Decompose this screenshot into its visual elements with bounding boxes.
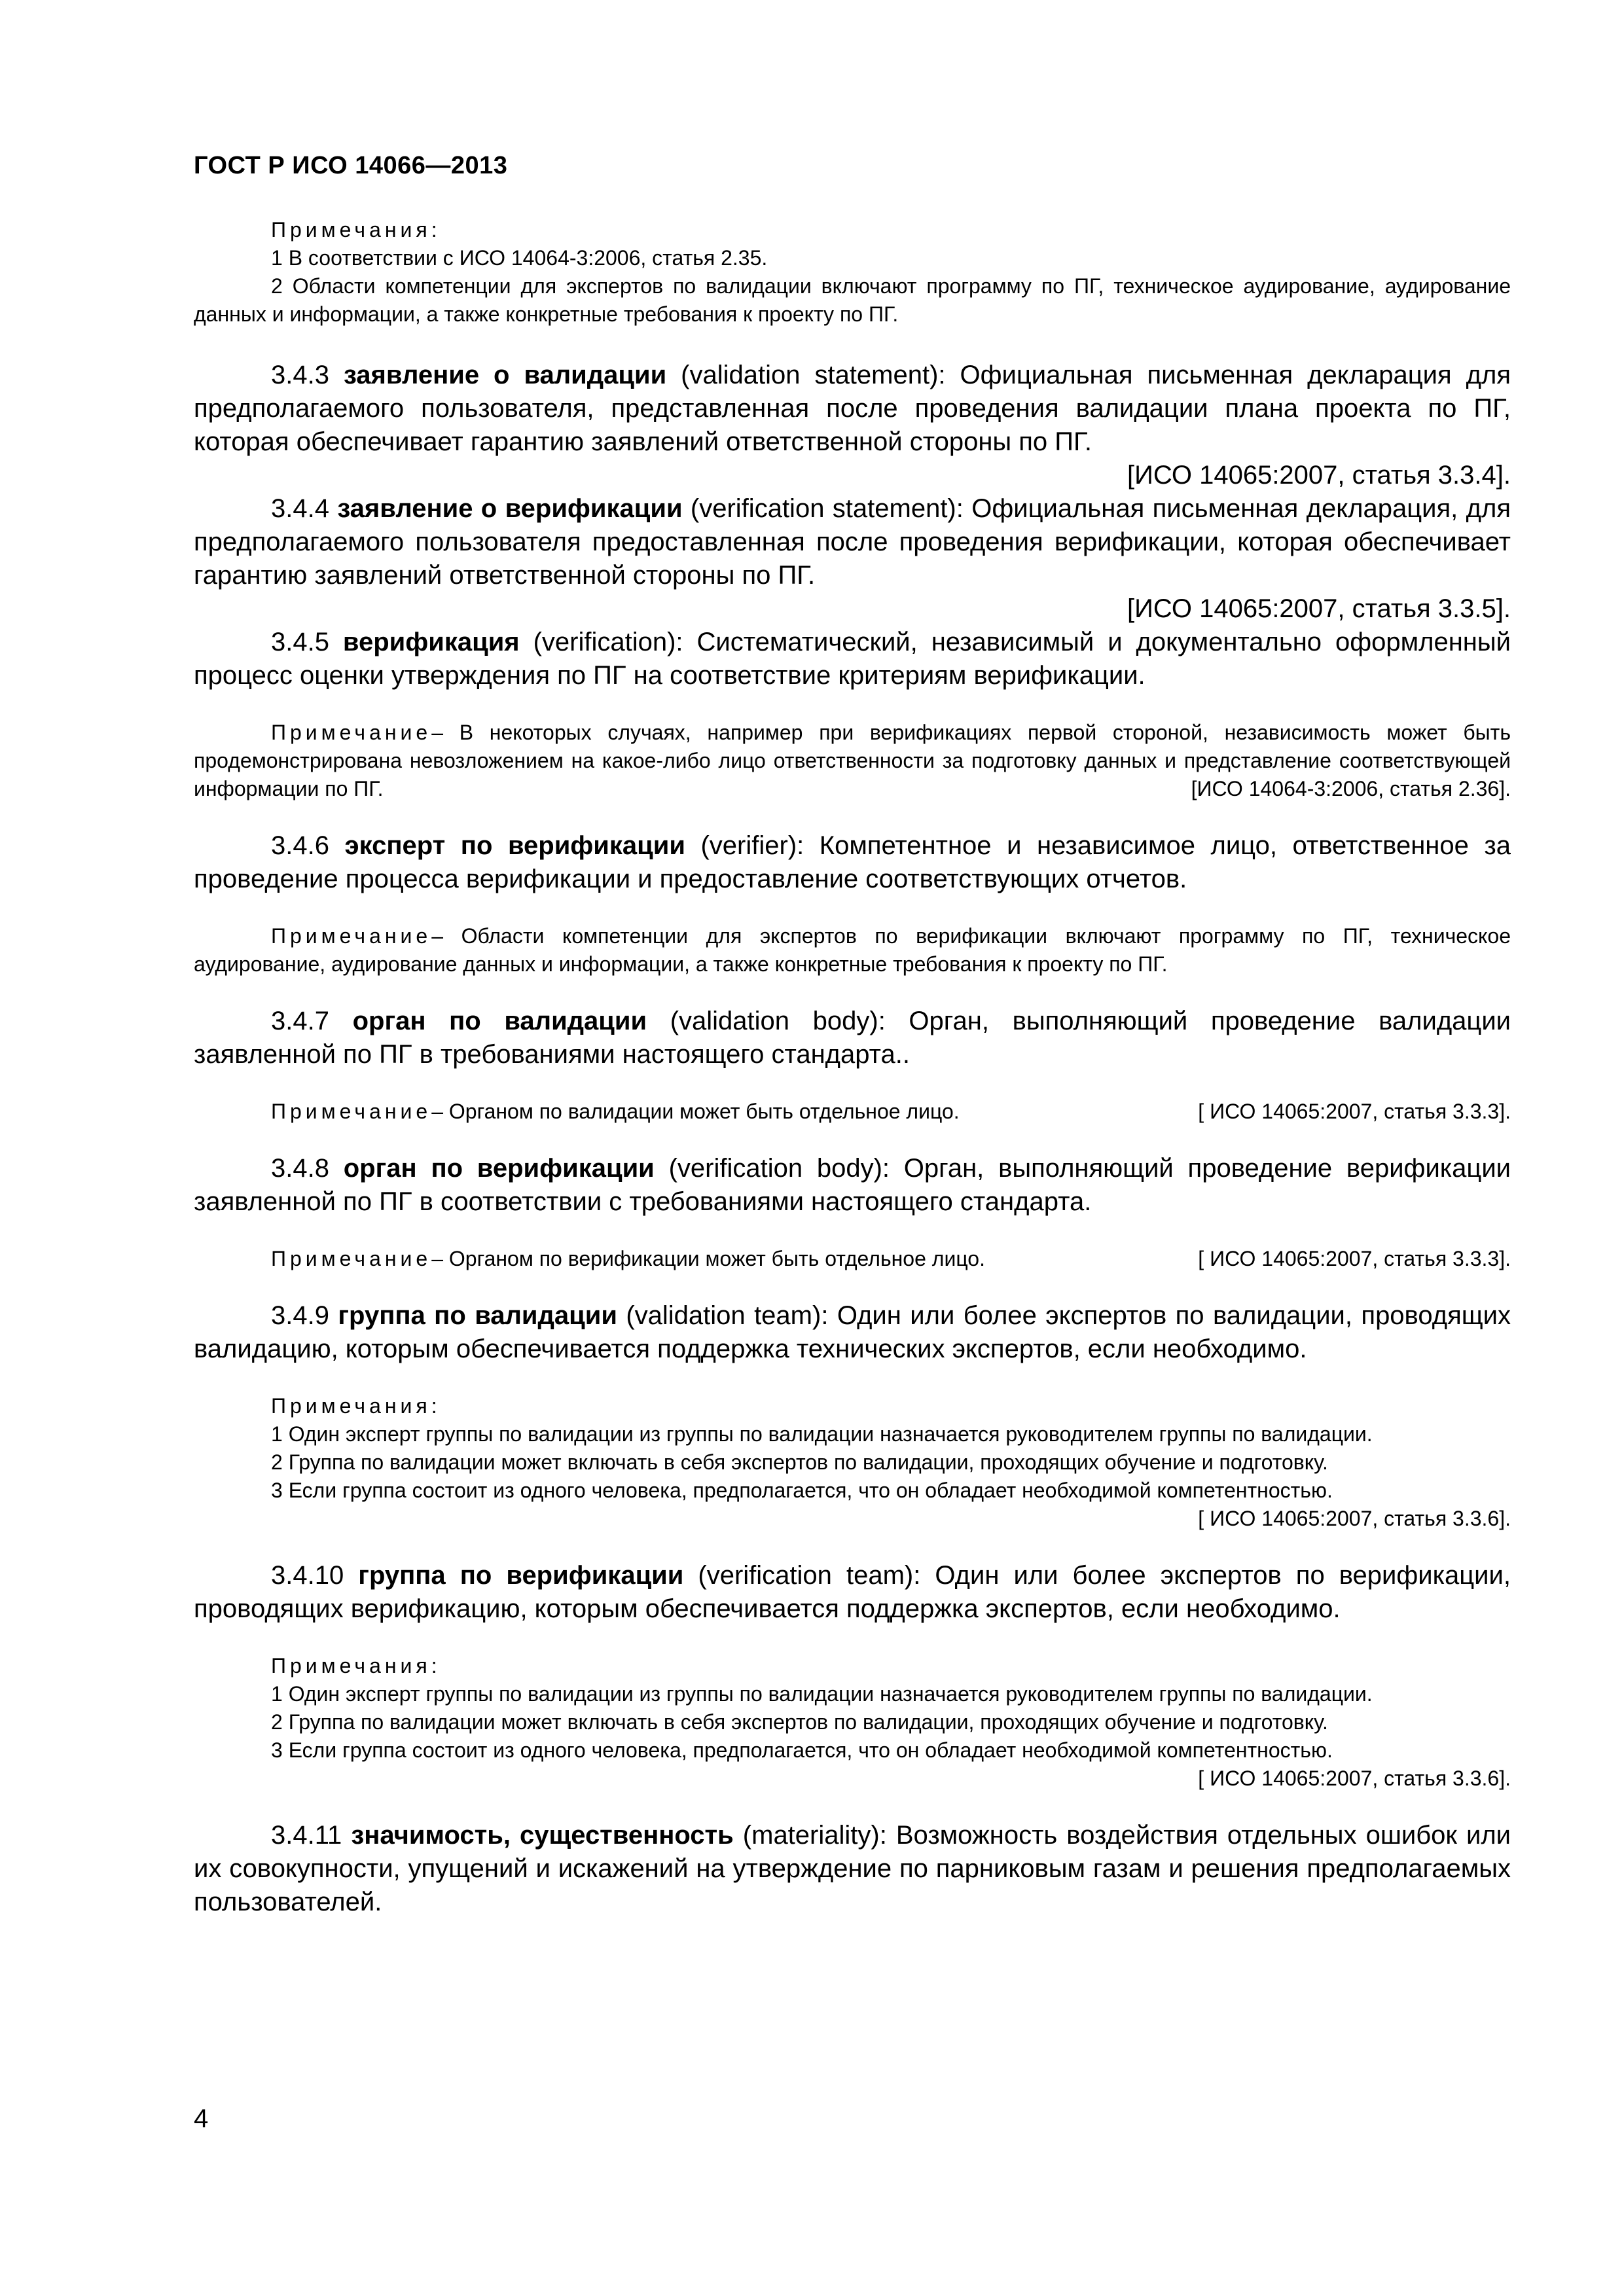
note-text: – В некоторых случаях, например при верификациях первой стороной, независимость может быть продемонстрирована невозложением на какое-либо лицо ответственности за подготовку данных и представление соответствующей информации по ПГ.	[194, 721, 1511, 800]
note-heading: Примечание	[271, 1100, 432, 1123]
term-3-4-7	[194, 1005, 1511, 1071]
note-text: – Органом по валидации может быть отдельное лицо.	[431, 1100, 960, 1123]
notes-heading: Примечания:	[271, 1394, 441, 1418]
note-heading: Примечание	[271, 1247, 432, 1270]
note-text: 3 Если группа состоит из одного человека, предполагается, что он обладает необходимой компетентностью.	[271, 1738, 1333, 1762]
term-definition: (verification body): Орган, выполняющий проведение верификации заявленной по ПГ в соответствии с требованиями настоящего стандарта.	[194, 1154, 1511, 1216]
note-item	[194, 1477, 1511, 1533]
term-3-4-10	[194, 1559, 1511, 1626]
note-reference: [ ИСО 14065:2007, статья 3.3.3].	[1198, 1247, 1511, 1270]
term-title: группа по верификации	[358, 1561, 684, 1590]
term-note	[194, 922, 1511, 978]
note-reference: [ ИСО 14065:2007, статья 3.3.6].	[1198, 1507, 1511, 1530]
term-number: 3.4.11	[271, 1821, 342, 1850]
note-text: – Области компетенции для экспертов по верификации включают программу по ПГ, техническое аудирование, аудирование данных и информации, а также конкретные требования к проекту по ПГ.	[194, 924, 1511, 976]
note-item: 1 Один эксперт группы по валидации из группы по валидации назначается руководителем группы по валидации.	[271, 1422, 1373, 1446]
term-number: 3.4.10	[271, 1561, 344, 1590]
term-title: заявление о валидации	[343, 361, 667, 389]
term-3-4-9	[194, 1299, 1511, 1366]
term-number: 3.4.9	[271, 1301, 329, 1330]
notes-block	[194, 1652, 1511, 1793]
term-title: орган по верификации	[343, 1154, 655, 1183]
note-reference: [ИСО 14064-3:2006, статья 2.36].	[1191, 777, 1511, 800]
term-number: 3.4.6	[271, 831, 329, 860]
page-number: 4	[194, 2104, 209, 2133]
term-title: значимость, существенность	[351, 1821, 734, 1850]
term-number: 3.4.8	[271, 1154, 329, 1183]
term-definition: (materiality): Возможность воздействия отдельных ошибок или их совокупности, упущений и искажений на утверждение по парниковым газам и решения предполагаемых пользователей.	[194, 1821, 1511, 1916]
term-note	[194, 719, 1511, 803]
term-title: орган по валидации	[352, 1007, 647, 1035]
term-definition: (verifier): Компетентное и независимое лицо, ответственное за проведение процесса верификации и предоставление соответствующих отчетов.	[194, 831, 1511, 893]
note-heading: Примечание	[271, 924, 432, 948]
term-definition: (validation body): Орган, выполняющий проведение валидации заявленной по ПГ в требованиями настоящего стандарта..	[194, 1007, 1511, 1069]
term-title: заявление о верификации	[337, 494, 683, 523]
term-reference: [ИСО 14065:2007, статья 3.3.4].	[1127, 461, 1511, 490]
note-reference: [ ИСО 14065:2007, статья 3.3.6].	[1198, 1767, 1511, 1790]
note-item	[194, 1736, 1511, 1793]
note-reference: [ ИСО 14065:2007, статья 3.3.3].	[1198, 1100, 1511, 1123]
document-body	[194, 216, 1511, 1919]
note-item: 2 Группа по валидации может включать в себя экспертов по валидации, проходящих обучение и подготовку.	[271, 1710, 1328, 1734]
note-item: 2 Области компетенции для экспертов по валидации включают программу по ПГ, техническое аудирование, аудирование данных и информации, а также конкретные требования к проекту по ПГ.	[194, 274, 1511, 326]
note-item: 1 В соответствии с ИСО 14064-3:2006, статья 2.35.	[271, 246, 768, 270]
term-3-4-3	[194, 359, 1511, 459]
notes-heading: Примечания:	[271, 1654, 441, 1677]
term-note	[194, 1098, 1511, 1126]
note-text: – Органом по верификации может быть отдельное лицо.	[431, 1247, 985, 1270]
term-title: группа по валидации	[338, 1301, 617, 1330]
term-number: 3.4.3	[271, 361, 329, 389]
notes-block	[194, 1392, 1511, 1533]
note-text: 3 Если группа состоит из одного человека, предполагается, что он обладает необходимой компетентностью.	[271, 1479, 1333, 1502]
notes-heading: Примечания:	[271, 218, 441, 242]
note-heading: Примечание	[271, 721, 432, 744]
term-3-4-4	[194, 492, 1511, 592]
term-number: 3.4.5	[271, 628, 329, 656]
note-item: 2 Группа по валидации может включать в себя экспертов по валидации, проходящих обучение и подготовку.	[271, 1450, 1328, 1474]
term-3-4-6	[194, 829, 1511, 896]
term-title: верификация	[342, 628, 520, 656]
term-reference: [ИСО 14065:2007, статья 3.3.5].	[1127, 594, 1511, 623]
term-definition: (verification): Систематический, независимый и документально оформленный процесс оценки утверждения по ПГ на соответствие критериям верификации.	[194, 628, 1511, 690]
term-title: эксперт по верификации	[344, 831, 685, 860]
term-3-4-5	[194, 626, 1511, 692]
term-number: 3.4.4	[271, 494, 329, 523]
term-definition: (validation statement): Официальная письменная декларация для предполагаемого пользователя, представленная после проведения валидации плана проекта по ПГ, которая обеспечивает гарантию заявлений ответственной стороны по ПГ.	[194, 361, 1511, 456]
notes-block	[194, 216, 1511, 329]
term-definition: (validation team): Один или более экспертов по валидации, проводящих валидацию, которым обеспечивается поддержка технических экспертов, если необходимо.	[194, 1301, 1511, 1363]
standard-header: ГОСТ Р ИСО 14066—2013	[194, 152, 508, 179]
note-item: 1 Один эксперт группы по валидации из группы по валидации назначается руководителем группы по валидации.	[271, 1682, 1373, 1706]
term-note	[194, 1245, 1511, 1273]
term-3-4-8	[194, 1152, 1511, 1219]
term-3-4-11	[194, 1819, 1511, 1919]
term-number: 3.4.7	[271, 1007, 329, 1035]
term-definition: (verification team): Один или более экспертов по верификации, проводящих верификацию, которым обеспечивается поддержка экспертов, если необходимо.	[194, 1561, 1511, 1623]
term-definition: (verification statement): Официальная письменная декларация, для предполагаемого пользователя предоставленная после проведения верификации, которая обеспечивает гарантию заявлений ответственной стороны по ПГ.	[194, 494, 1511, 590]
